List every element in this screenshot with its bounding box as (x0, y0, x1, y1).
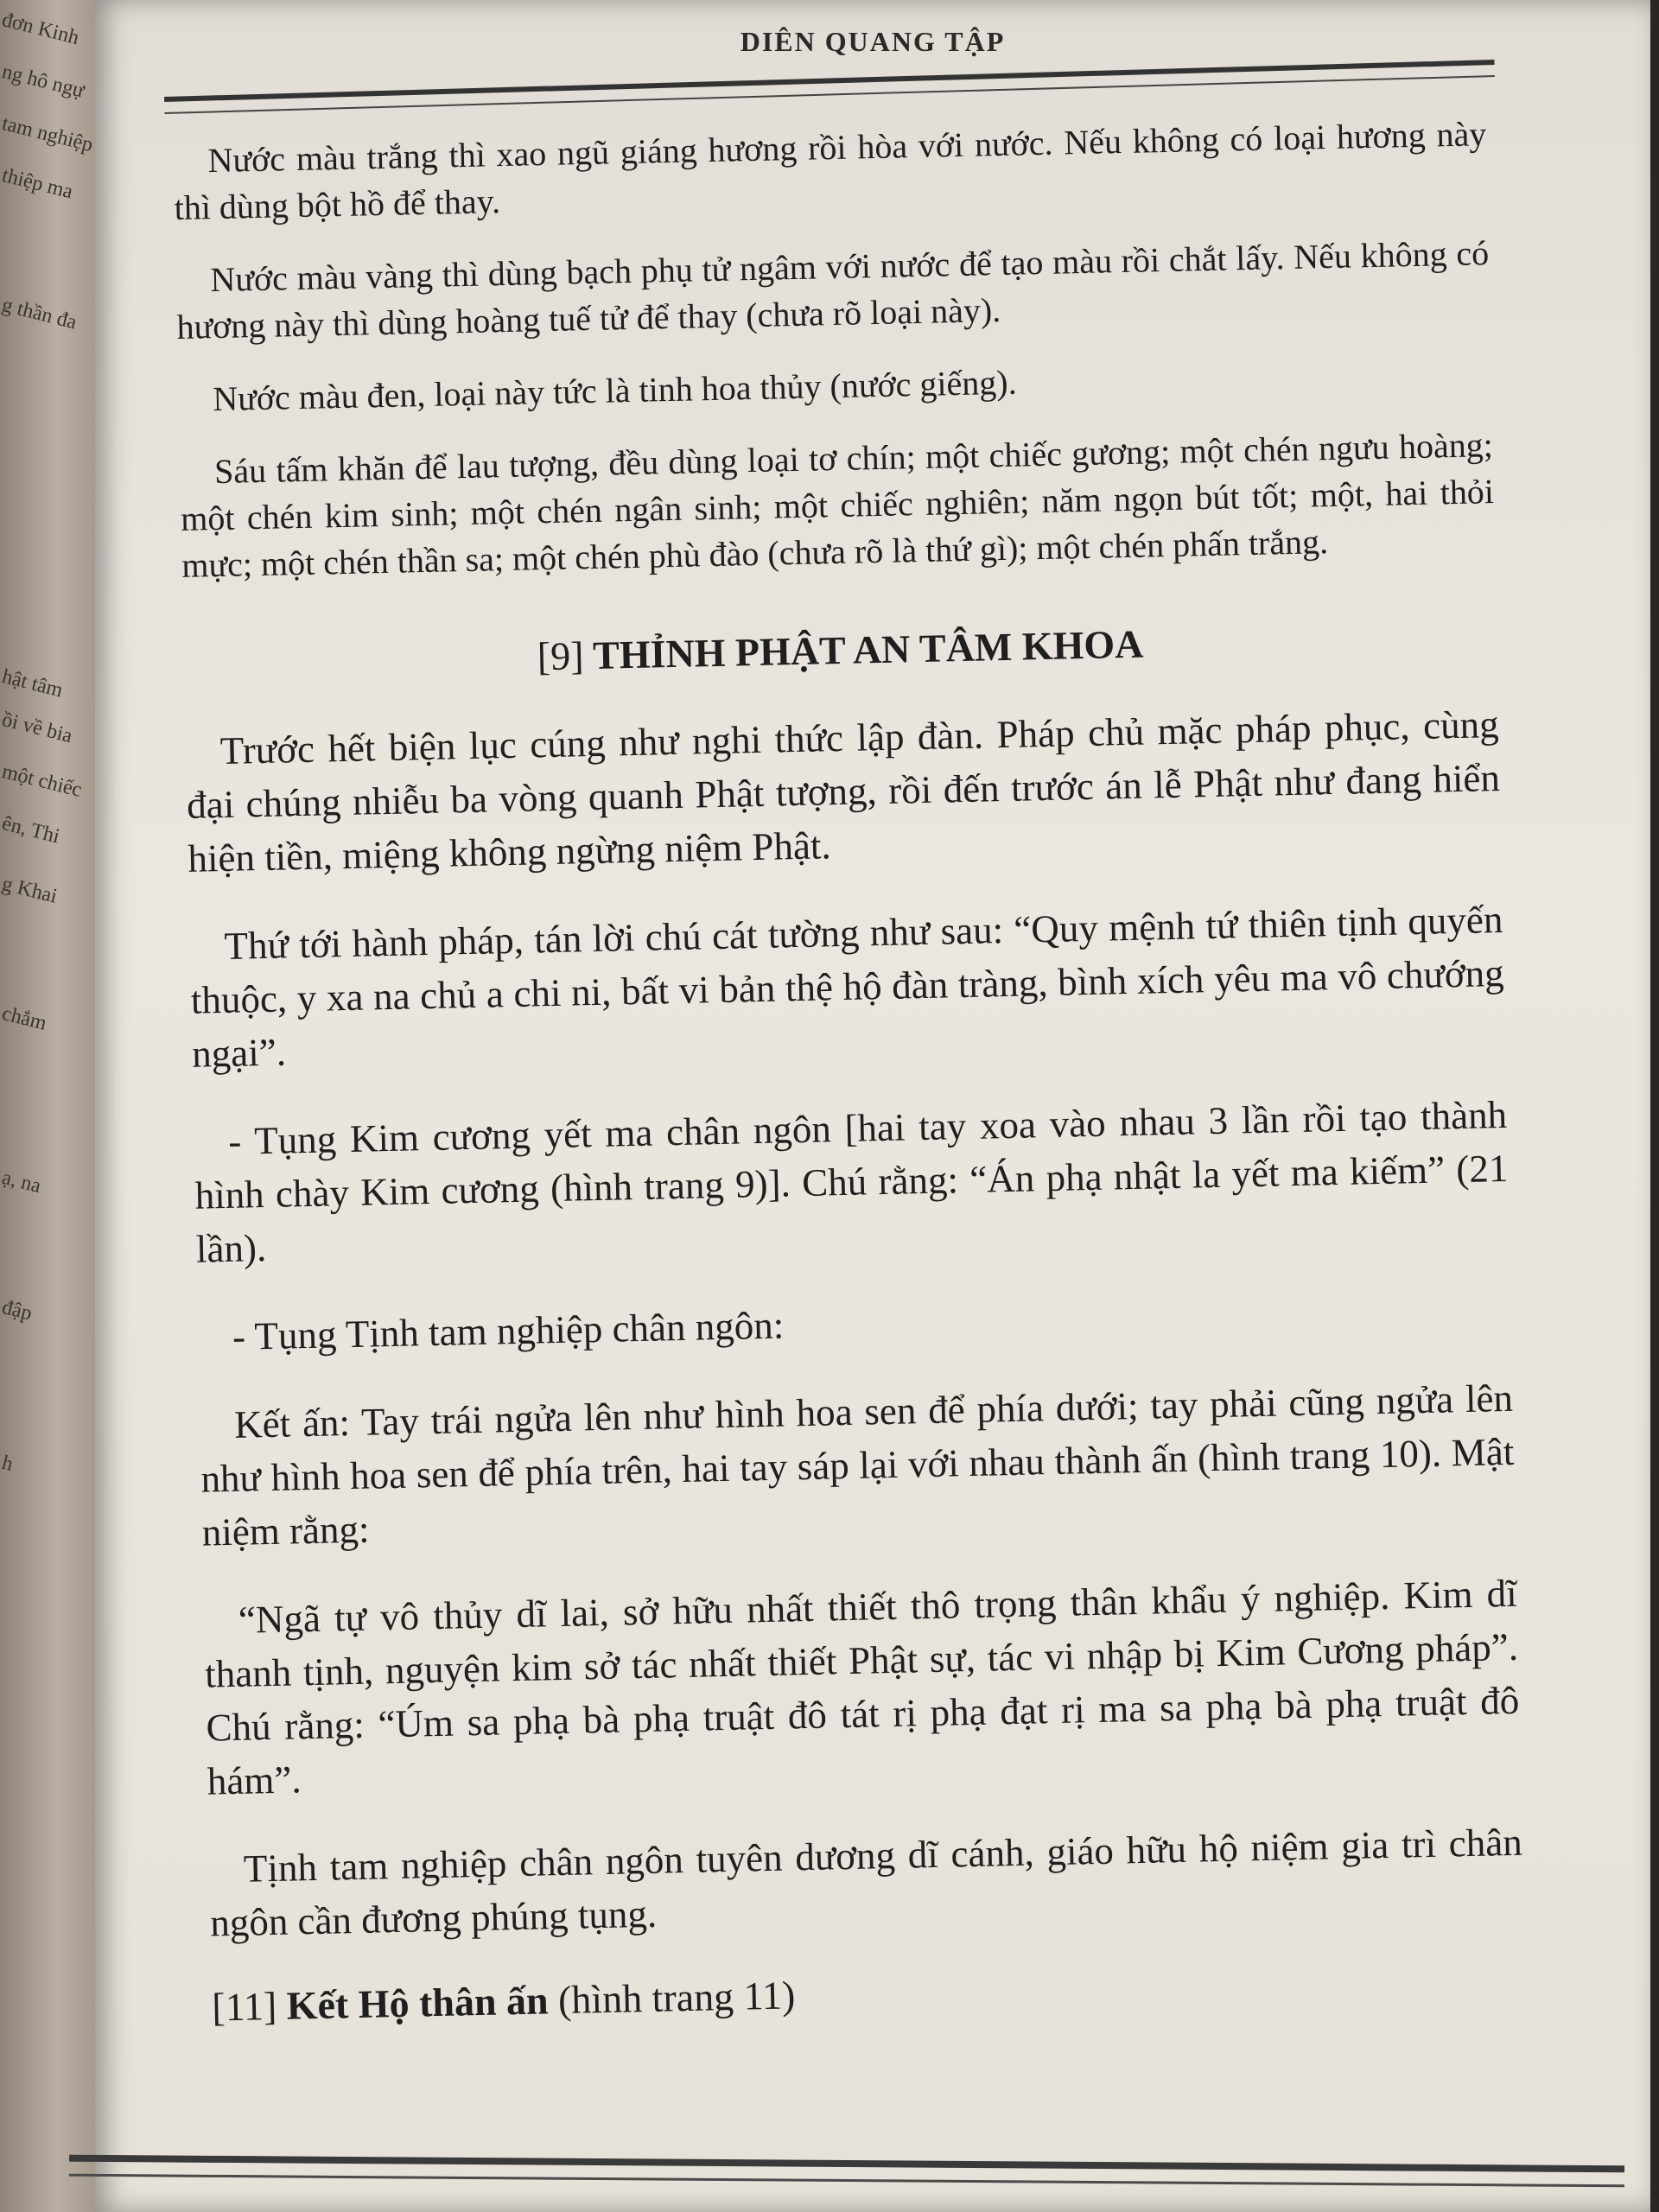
left-page-fragment: đơn Kinh (0, 9, 82, 50)
left-page-fragment: ên, Thi (0, 812, 62, 849)
left-page-fragment: g Khai (0, 873, 60, 908)
paragraph: Nước màu vàng thì dùng bạch phụ tử ngâm với nước để tạo màu rồi chắt lấy. Nếu không có hương này thì dùng hoàng tuế tử để thay (chưa rõ loại này). (176, 233, 1490, 346)
left-page-fragment: tam nghiệp (0, 112, 95, 157)
left-page-fragment: đập (0, 1296, 35, 1325)
subheading-note: (hình trang 11) (557, 1973, 796, 2023)
header-rule (164, 60, 1495, 114)
left-page-fragment: chắm (0, 1002, 49, 1035)
paragraph: Thứ tới hành pháp, tán lời chú cát tường như sau: “Quy mệnh tứ thiên tịnh quyến thuộc, y xa na chủ a chi ni, bất vi bản thệ hộ đàn tràng, bình xích yêu ma vô chướng ngại”. (190, 897, 1505, 1076)
section-heading (183, 613, 1497, 687)
left-page-fragment: một chiếc (0, 760, 85, 802)
paragraph: Nước màu đen, loại này tức là tinh hoa thủy (nước giếng). (212, 362, 1018, 419)
left-page-fragment: g thần đa (0, 294, 79, 334)
paragraph: - Tụng Kim cương yết ma chân ngôn [hai tay xoa vào nhau 3 lần rồi tạo thành hình chày Kim cương (hình trang 9)]. Chú rằng: “Án phạ nhật la yết ma kiếm” (21 lần). (194, 1092, 1509, 1271)
paragraph: Trước hết biện lục cúng như nghi thức lập đàn. Pháp chủ mặc pháp phục, cùng đại chúng nhiễu ba vòng quanh Phật tượng, rồi đến trước án lễ Phật như đang hiển hiện tiền, miệng không ngừng niệm Phật. (186, 702, 1501, 880)
page-body (173, 111, 1526, 2030)
subheading (212, 1957, 1526, 2031)
subheading-number: [11] (211, 1983, 277, 2030)
paragraph: Nước màu trắng thì xao ngũ giáng hương rồi hòa với nước. Nếu không có loại hương này thì dùng bột hồ để thay. (174, 114, 1487, 227)
section-title: THỈNH PHẬT AN TÂM KHOA (592, 621, 1144, 677)
paragraph: “Ngã tự vô thủy dĩ lai, sở hữu nhất thiết thô trọng thân khẩu ý nghiệp. Kim dĩ thanh tịnh, nguyện kim sở tác nhất thiết Phật sự, tác vi nhập bị Kim Cương pháp”. Chú rằng: “Úm sa phạ bà phạ truật đô tát rị phạ đạt rị ma sa phạ bà phạ truật đô hám”. (204, 1571, 1520, 1803)
left-page-fragment: ồi về bia (0, 709, 75, 748)
paragraph: Sáu tấm khăn để lau tượng, đều dùng loại tơ chín; một chiếc gương; một chén ngưu hoàng; một chén kim sinh; một chén ngân sinh; một chiếc nghiên; năm ngọn bút tốt; một, hai thỏi mực; một chén thần sa; một chén phù đào (chưa rõ là thứ gì); một chén phấn trắng. (180, 425, 1495, 585)
section-number: [9] (537, 633, 585, 679)
left-page-fragment: ạ, na (0, 1166, 43, 1198)
adjacent-page-edge (0, 0, 95, 2212)
paragraph: Tịnh tam nghiệp chân ngôn tuyên dương dĩ cánh, giáo hữu hộ niệm gia trì chân ngôn cần đương phúng tụng. (209, 1820, 1523, 1945)
subheading-title: Kết Hộ thân ấn (286, 1978, 550, 2028)
paragraph: - Tụng Tịnh tam nghiệp chân ngôn: (232, 1303, 785, 1358)
running-header: DIÊN QUANG TẬP (740, 26, 1006, 57)
paragraph: Kết ấn: Tay trái ngửa lên như hình hoa sen để phía dưới; tay phải cũng ngửa lên như hình hoa sen để phía trên, hai tay sáp lại với nhau thành ấn (hình trang 10). Mật niệm rằng: (200, 1376, 1515, 1554)
left-page-fragment: hật tâm (0, 665, 66, 702)
book-page (95, 0, 1650, 2212)
left-page-fragment: h (0, 1452, 16, 1477)
left-page-fragment: thiệp ma (0, 164, 75, 204)
left-page-fragment: ng hô ngự (0, 60, 87, 103)
